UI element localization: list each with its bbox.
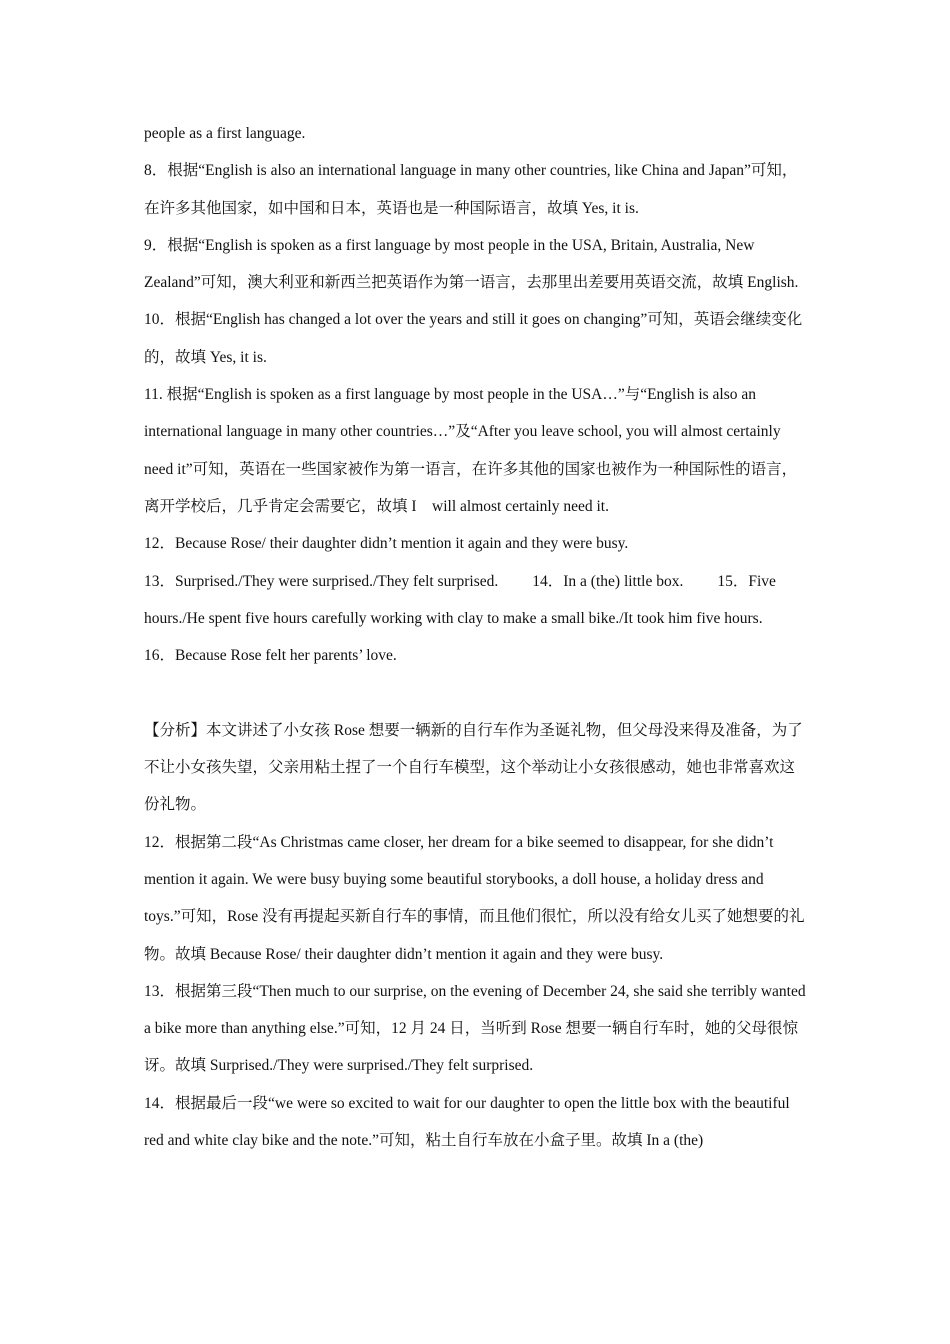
answer-7-tail: people as a first language. — [144, 125, 306, 142]
answer-13: 13．Surprised./They were surprised./They felt surprised. — [144, 572, 499, 590]
answer-11: 11. 根据“English is spoken as a first language by most people in the USA…”与“English is also an international language in many other countries…”及“After you leave school, you will almost certainly need it”可知，英语在一些国家被作为第一语言，在许多其他的国家也被作为一种国际性的语言，离开学校后，几乎肯定会需要它，故填 I will almost certainly need it. — [144, 386, 798, 515]
answer-15: 15．Five hours./He spent five hours carefully working with clay to make a small bike./It took him five hours. — [144, 572, 776, 627]
answer-14: 14．In a (the) little box. — [532, 572, 684, 590]
explanation-14: 14．根据最后一段“we were so excited to wait for our daughter to open the little box with the beautiful red and white clay bike and the note.”可知，粘土自行车放在小盒子里。故填 In a (the) — [144, 1094, 790, 1150]
explanation-12: 12．根据第二段“As Christmas came closer, her dream for a bike seemed to disappear, for she didn’t mention it again. We were busy buying some beautiful storybooks, a doll house, a holiday dress and toys.”可知，Rose 没有再提起买新自行车的事情，而且他们很忙，所以没有给女儿买了她想要的礼物。故填 Because Rose/ their daughter didn’t mention it again and they were busy. — [144, 833, 805, 963]
answer-10: 10．根据“English has changed a lot over the years and still it goes on changing”可知，英语会继续变化的，故填 Yes, it is. — [144, 311, 803, 366]
answer-8: 8．根据“English is also an international language in many other countries, like China and Japan”可知，在许多其他国家，如中国和日本，英语也是一种国际语言，故填 Yes, it is. — [144, 162, 798, 217]
answers-13-16 — [144, 563, 808, 675]
answer-16: 16．Because Rose felt her parents’ love. — [144, 647, 397, 665]
section-gap — [144, 674, 808, 711]
answer-9: 9．根据“English is spoken as a first language by most people in the USA, Britain, Australia, New Zealand”可知，澳大利亚和新西兰把英语作为第一语言，去那里出差要用英语交流，故填 English. — [144, 236, 799, 292]
answer-12: 12．Because Rose/ their daughter didn’t mention it again and they were busy. — [144, 535, 629, 553]
explanation-13: 13．根据第三段“Then much to our surprise, on the evening of December 24, she said she terribly wanted a bike more than anything else.”可知，12 月 24 日，当听到 Rose 想要一辆自行车时，她的父母很惊讶。故填 Surprised./They were surprised./They felt surprised. — [144, 982, 806, 1075]
analysis-intro: 【分析】本文讲述了小女孩 Rose 想要一辆新的自行车作为圣诞礼物，但父母没来得及准备，为了不让小女孩失望，父亲用粘土捏了一个自行车模型，这个举动让小女孩很感动，她也非常喜欢这份礼物。 — [144, 721, 803, 814]
document-page — [144, 115, 808, 1159]
